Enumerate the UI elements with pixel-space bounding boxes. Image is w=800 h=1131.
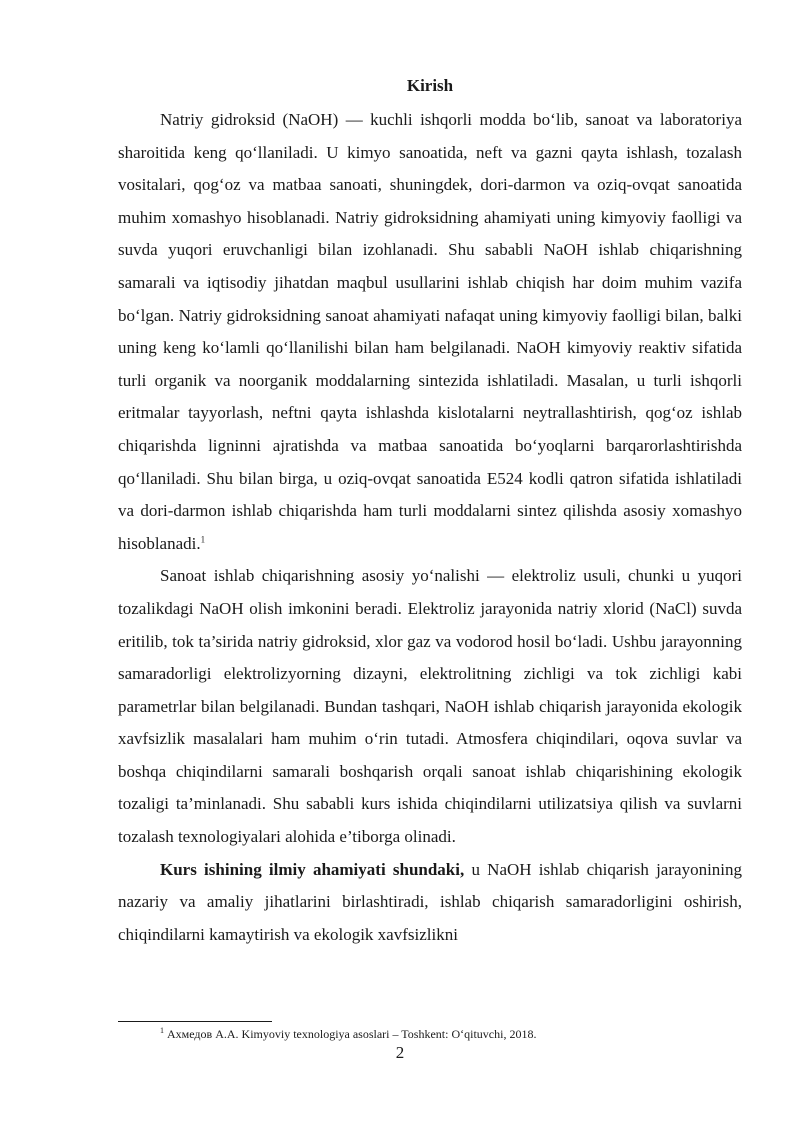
footnote-text: Ахмедов A.A. Kimyoviy texnologiya asoslari – Toshkent: O‘qituvchi, 2018. — [164, 1027, 537, 1041]
page-number: 2 — [395, 1043, 405, 1062]
document-page — [118, 74, 742, 951]
footnote — [160, 1026, 536, 1042]
paragraph-significance — [118, 854, 742, 952]
paragraph-electrolysis — [118, 560, 742, 853]
footnote-divider — [118, 1021, 272, 1022]
paragraph-intro-text: Natriy gidroksid (NaOH) — kuchli ishqorli modda bo‘lib, sanoat va laboratoriya sharoitida keng qo‘llaniladi. U kimyo sanoatida, neft va gazni qayta ishlash, tozalash vositalari, qog‘oz va matbaa sanoati, shuningdek, dori-darmon va oziq-ovqat sanoatida muhim xomashyo hisoblanadi. Natriy gidroksidning ahamiyati uning kimyoviy faolligi va suvda yuqori eruvchanligi bilan izohlanadi. Shu sababli NaOH ishlab chiqarishning samarali va iqtisodiy jihatdan maqbul usullarini ishlab chiqish har doim muhim vazifa bo‘lgan. Natriy gidroksidning sanoat ahamiyati nafaqat uning kimyoviy faolligi bilan, balki uning keng ko‘lamli qo‘llanilishi bilan ham belgilanadi. NaOH kimyoviy reaktiv sifatida turli organik va noorganik moddalarning sintezida ishlatiladi. Masalan, u turli ishqorli eritmalar tayyorlash, neftni qayta ishlashda kislotalarni neytrallashtirish, qog‘oz ishlab chiqarishda ligninni ajratishda va matbaa sanoatida bo‘yoqlarni barqarorlashtirishda qo‘llaniladi. Shu bilan birga, u oziq-ovqat sanoatida E524 kodli qatron sifatida ishlatiladi va dori-darmon ishlab chiqarishda ham turli moddalarni sintez qilishda asosiy xomashyo hisoblanadi. — [118, 110, 742, 553]
paragraph-significance-lead: Kurs ishining ilmiy ahamiyati shundaki, — [160, 859, 465, 879]
paragraph-intro — [118, 104, 742, 560]
footnote-reference: 1 — [200, 534, 206, 545]
paragraph-significance-text: u NaOH ishlab chiqarish jarayonining nazariy va amaliy jihatlarini birlashtiradi, ishlab chiqarish samaradorligini oshirish, chiqindilarni kamaytirish va ekologik xavfsizlikni — [118, 859, 743, 944]
paragraph-electrolysis-text: Sanoat ishlab chiqarishning asosiy yo‘nalishi — elektroliz usuli, chunki u yuqori tozalikdagi NaOH olish imkonini beradi. Elektroliz jarayonida natriy xlorid (NaCl) suvda eritilib, tok ta’sirida natriy gidroksid, xlor gaz va vodorod hosil bo‘ladi. Ushbu jarayonning samaradorligi elektrolizyorning dizayni, elektrolitning zichligi va tok zichligi kabi parametrlar bilan belgilanadi. Bundan tashqari, NaOH ishlab chiqarish jarayonida ekologik xavfsizlik masalalari ham muhim o‘rin tutadi. Atmosfera chiqindilari, oqova suvlar va boshqa chiqindilarni samarali boshqarish orqali sanoat ishlab chiqarishining ekologik tozaligi ta’minlanadi. Shu sababli kurs ishida chiqindilarni utilizatsiya qilish va suvlarni tozalash texnologiyalari alohida e’tiborga olinadi. — [118, 566, 742, 847]
section-heading: Kirish — [406, 76, 454, 95]
footnote-marker: 1 — [160, 1026, 164, 1035]
